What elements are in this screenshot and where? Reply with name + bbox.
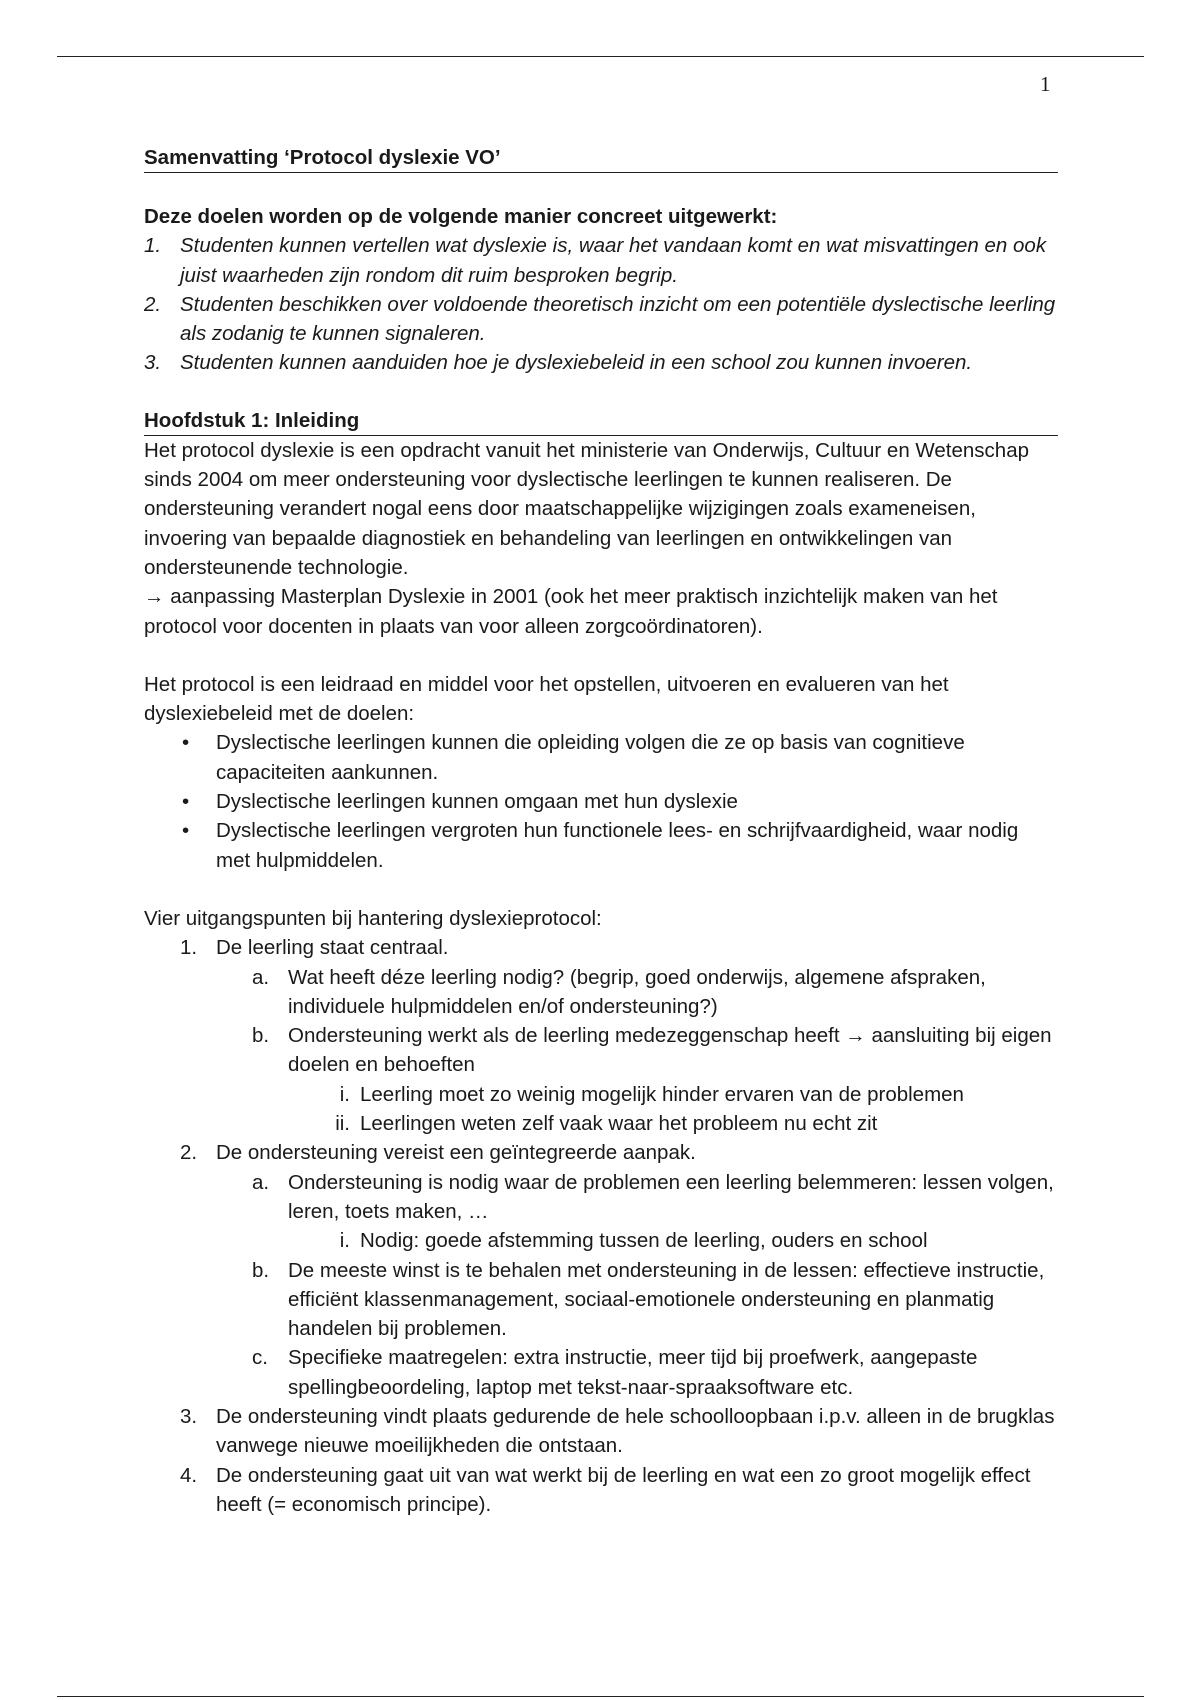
sub-item <box>144 1021 1058 1080</box>
bullet-text: Dyslectische leerlingen kunnen die opleiding volgen die ze op basis van cognitieve capaciteiten aankunnen. <box>216 731 965 784</box>
bullet-text: Dyslectische leerlingen kunnen omgaan met hun dyslexie <box>216 790 738 814</box>
goal-number: 2. <box>144 292 162 316</box>
goal-text: Studenten kunnen aanduiden hoe je dyslexiebeleid in een school zou kunnen invoeren. <box>180 351 973 375</box>
bullet-marker: • <box>182 819 190 843</box>
goal-item <box>144 348 1058 377</box>
bullet-text: Dyslectische leerlingen vergroten hun functionele lees- en schrijfvaardigheid, waar nodig met hulpmiddelen. <box>216 819 1019 872</box>
sub-sub-item-text: Leerling moet zo weinig mogelijk hinder ervaren van de problemen <box>360 1082 964 1106</box>
spacer <box>144 173 1058 202</box>
protocol-paragraph: Het protocol is een leidraad en middel voor het opstellen, uitvoeren en evalueren van het dyslexiebeleid met de doelen: <box>144 672 949 726</box>
list-marker: 3. <box>180 1404 198 1428</box>
bullet-marker: • <box>182 790 190 814</box>
sub-sub-item-text: Nodig: goede afstemming tussen de leerling, ouders en school <box>360 1229 928 1253</box>
sub-item-text: De meeste winst is te behalen met ondersteuning in de lessen: effectieve instructie, efficiënt klassenmanagement, sociaal-emotionele ondersteuning en planmatig handelen bij problemen. <box>288 1258 1045 1341</box>
goal-text: Studenten kunnen vertellen wat dyslexie is, waar het vandaan komt en wat misvattingen en ook juist waarheden zijn rondom dit ruim besproken begrip. <box>180 234 1047 287</box>
intro-arrow-paragraph: → aanpassing Masterplan Dyslexie in 2001 (ook het meer praktisch inzichtelijk maken van het protocol voor docenten in plaats van voor alleen zorgcoördinatoren). <box>144 585 998 638</box>
top-rule <box>57 56 1144 57</box>
principle-text: De leerling staat centraal. <box>216 936 449 960</box>
list-marker: i. <box>339 1082 350 1106</box>
principle-text: De ondersteuning vindt plaats gedurende de hele schoolloopbaan i.p.v. alleen in de brugklas vanwege nieuwe moeilijkheden die ontstaan. <box>216 1404 1055 1458</box>
list-marker: a. <box>252 965 270 989</box>
intro-paragraph: Het protocol dyslexie is een opdracht vanuit het ministerie van Onderwijs, Cultuur en Wetenschap sinds 2004 om meer ondersteuning voor dyslectische leerlingen te kunnen realiseren. De ondersteuning verandert nogal eens door maatschappelijke wijzigingen zoals exameneisen, invoering van bepaalde diagnostiek en behandeling van leerlingen en ontwikkelingen van ondersteunende technologie. <box>144 438 1029 579</box>
sub-item <box>144 963 1058 1022</box>
sub-item-text: Specifieke maatregelen: extra instructie, meer tijd bij proefwerk, aangepaste spellingbeoordeling, laptop met tekst-naar-spraaksoftware etc. <box>288 1346 978 1399</box>
principle-text: De ondersteuning vereist een geïntegreerde aanpak. <box>216 1141 696 1165</box>
bottom-rule <box>57 1696 1144 1697</box>
bullet-marker: • <box>182 731 190 755</box>
principle-item <box>144 1461 1058 1520</box>
sub-item <box>144 1343 1058 1402</box>
page-number: 1 <box>1040 72 1051 96</box>
document-title: Samenvatting ‘Protocol dyslexie VO’ <box>144 144 1058 173</box>
list-marker: 2. <box>180 1141 198 1165</box>
list-marker: i. <box>339 1229 350 1253</box>
goals-list <box>144 231 1058 377</box>
list-marker: ii. <box>335 1112 350 1136</box>
list-marker: b. <box>252 1024 270 1048</box>
document-body <box>144 144 1058 1519</box>
principle-text: De ondersteuning gaat uit van wat werkt bij de leerling en wat een zo groot mogelijk effect heeft (= economisch principe). <box>216 1463 1031 1516</box>
bullet-item <box>144 728 1058 787</box>
spacer <box>144 378 1058 407</box>
list-marker: 1. <box>180 936 198 960</box>
sub-item <box>144 1168 1058 1227</box>
chapter-heading: Hoofdstuk 1: Inleiding <box>144 407 1058 436</box>
goal-number: 3. <box>144 351 162 375</box>
spacer <box>144 641 1058 670</box>
sub-item-text: Ondersteuning is nodig waar de problemen een leerling belemmeren: lessen volgen, leren, toets maken, … <box>288 1170 1054 1223</box>
bullet-item <box>144 787 1058 816</box>
principles-intro: Vier uitgangspunten bij hantering dyslexieprotocol: <box>144 906 602 930</box>
sub-item-text: Wat heeft déze leerling nodig? (begrip, goed onderwijs, algemene afspraken, individuele hulpmiddelen en/of ondersteuning?) <box>288 965 986 1018</box>
sub-item-text: Ondersteuning werkt als de leerling medezeggenschap heeft → aansluiting bij eigen doelen en behoeften <box>288 1024 1052 1077</box>
sub-item <box>144 1256 1058 1344</box>
goal-text: Studenten beschikken over voldoende theoretisch inzicht om een potentiële dyslectische leerling als zodanig te kunnen signaleren. <box>180 292 1056 346</box>
list-marker: a. <box>252 1170 270 1194</box>
spacer <box>144 875 1058 904</box>
goals-heading: Deze doelen worden op de volgende manier concreet uitgewerkt: <box>144 205 778 228</box>
goal-item <box>144 231 1058 290</box>
goal-number: 1. <box>144 234 162 258</box>
sub-sub-item <box>144 1080 1058 1109</box>
principle-item <box>144 933 1058 962</box>
principle-item <box>144 1138 1058 1167</box>
list-marker: 4. <box>180 1463 198 1487</box>
goal-item <box>144 290 1058 349</box>
list-marker: c. <box>252 1346 268 1370</box>
bullet-item <box>144 816 1058 875</box>
sub-sub-item-text: Leerlingen weten zelf vaak waar het probleem nu echt zit <box>360 1112 878 1136</box>
sub-sub-item <box>144 1109 1058 1138</box>
list-marker: b. <box>252 1258 270 1282</box>
sub-sub-item <box>144 1226 1058 1255</box>
principle-item <box>144 1402 1058 1461</box>
